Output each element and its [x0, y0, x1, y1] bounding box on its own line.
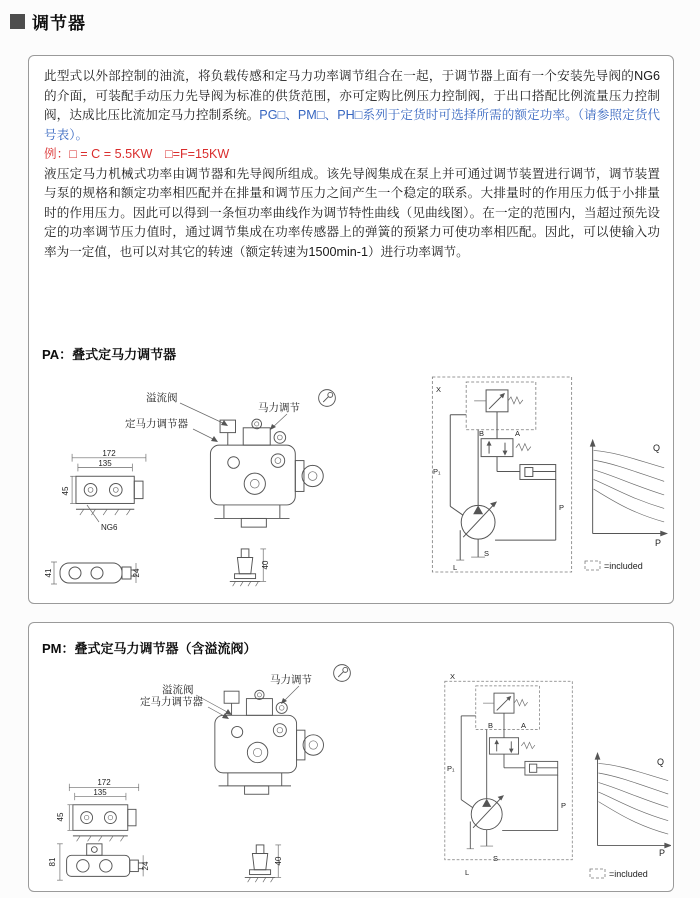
intro-paragraph-1 — [44, 67, 660, 145]
panel-description-and-pa — [28, 55, 674, 604]
pa-dim-172: 172 — [102, 449, 116, 458]
pm-dimension-drawing-side — [57, 844, 144, 880]
pm-port-x: X — [450, 672, 456, 681]
pa-port-x: X — [436, 385, 442, 394]
intro-paragraph-1-blue: PG□、PM□、PH□系列于定货时可选择所需的额定功率。（请参照定货代号表）。 — [44, 108, 661, 142]
pa-dim-24: 24 — [132, 568, 141, 578]
pm-regulator-label: 定马力调节器 — [140, 696, 203, 708]
pm-dim-81: 81 — [48, 857, 57, 867]
pa-dim-40: 40 — [261, 560, 270, 570]
pm-port-s: S — [493, 854, 499, 863]
pm-relief-valve-label: 溢流阀 — [162, 684, 194, 696]
section-title-pm: PM：叠式定马力调节器（含溢流阀） — [42, 641, 257, 656]
pm-power-adjust-arrow — [281, 686, 299, 704]
pa-port-p: P — [559, 503, 565, 512]
pa-regulator-arrow — [193, 429, 218, 442]
intro-text-block — [44, 67, 660, 262]
pa-chart-y-label: Q — [653, 443, 661, 453]
intro-paragraph-2: 液压定马力机械式功率由调节器和先导阀所组成。该先导阀集成在泵上并可通过调节装置进行调节，调节装置与泵的规格和额定功率相匹配并在排量和调节压力之间产生一个稳定的联系。大排量时的作用压力低于小排量时的作用压力。因此可以得到一条恒功率曲线作为调节特性曲线（见曲线图）。在一定的范围内，当超过预先设定的功率调节压力值时，通过调节集成在功率传感器上的弹簧的预紧力可使功率相匹配。因此，可以使输入功率为一定值，也可以对其它的转速（额定转速为1500min-1）进行功率调节。 — [44, 166, 660, 259]
pm-port-l: L — [465, 868, 470, 877]
pa-relief-valve-label: 溢流阀 — [146, 392, 178, 404]
pm-port-p: P — [561, 801, 567, 810]
pm-dim-40: 40 — [274, 856, 283, 866]
page-title: 调节器 — [32, 14, 86, 33]
pa-legend-symbol — [585, 561, 600, 570]
pm-hydraulic-circuit — [445, 681, 572, 859]
pa-dimension-drawing-side — [51, 562, 137, 584]
pm-port-a: A — [521, 721, 527, 730]
panel-pm — [28, 622, 674, 892]
pm-power-adjust-label: 马力调节 — [270, 674, 312, 686]
pm-wrench-icon — [334, 665, 351, 682]
pm-legend-symbol — [590, 869, 605, 878]
pa-performance-curves — [590, 439, 668, 537]
pm-dim-135: 135 — [93, 788, 107, 797]
figure-pa — [29, 374, 671, 600]
pa-legend-text: =included — [604, 561, 643, 571]
pa-port-p1: P₁ — [433, 467, 441, 476]
pm-port-p1: P₁ — [447, 764, 455, 773]
pa-hydraulic-circuit — [432, 377, 571, 572]
pa-port-a: A — [515, 429, 521, 438]
power-example-line: 例：□ = C = 5.5KW □=F=15KW — [44, 147, 230, 161]
pa-regulator-label: 定马力调节器 — [125, 418, 188, 430]
pa-power-adjust-label: 马力调节 — [258, 402, 300, 414]
pa-port-s: S — [484, 549, 490, 558]
pm-dim-172: 172 — [97, 778, 111, 787]
pm-pump-illustration — [215, 690, 324, 794]
pa-ng6-label: NG6 — [101, 523, 118, 532]
page-header — [10, 9, 86, 34]
pa-dim-41: 41 — [44, 568, 53, 578]
header-square-icon — [10, 14, 25, 29]
pa-pump-illustration — [210, 419, 323, 527]
pa-dim-45: 45 — [61, 486, 70, 496]
pm-port-b: B — [488, 721, 494, 730]
pa-power-adjust-arrow — [270, 414, 287, 430]
pm-dim-45: 45 — [56, 812, 65, 822]
pm-chart-x-label: P — [659, 848, 666, 858]
pa-wrench-icon — [319, 390, 336, 407]
pa-ng6-leader — [87, 505, 99, 522]
pa-dim-135: 135 — [98, 459, 112, 468]
section-title-pa: PA：叠式定马力调节器 — [42, 347, 177, 362]
intro-paragraph-1-black: 此型式以外部控制的油流，将负载传感和定马力功率调节组合在一起，于调节器上面有一个安装先导阀的NG6的介面，可装配手动压力先导阀为标准的供货范围，亦可定购比例压力控制阀，于出口搭配比例流量压力控制阀，达成比压比流加定马力控制系统。 — [44, 69, 660, 122]
pa-port-l: L — [453, 563, 458, 572]
pm-legend-text: =included — [609, 869, 648, 879]
pm-chart-y-label: Q — [657, 757, 665, 767]
pa-port-b: B — [479, 429, 485, 438]
pa-chart-x-label: P — [655, 538, 662, 548]
figure-pm — [29, 657, 671, 889]
pm-dim-24: 24 — [141, 861, 150, 871]
